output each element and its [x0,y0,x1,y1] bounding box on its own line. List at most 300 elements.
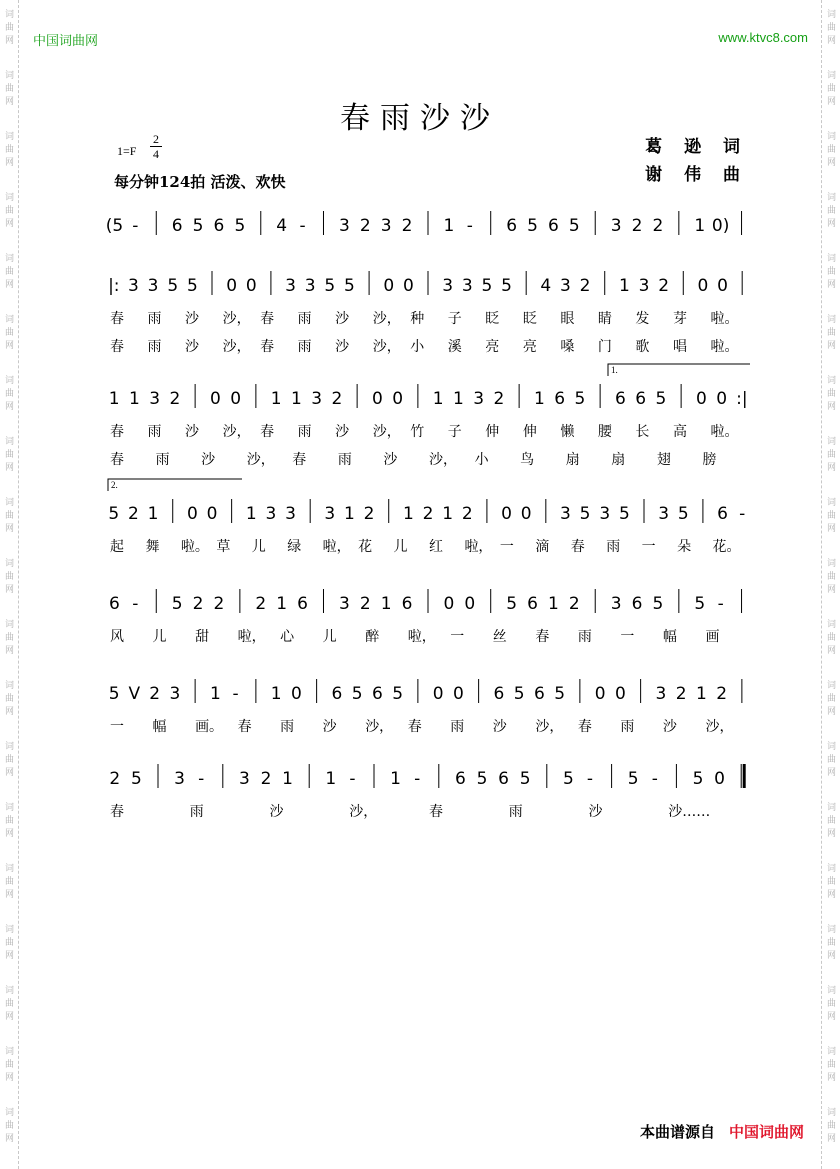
note: 3 [461,276,473,296]
note: 5 [694,594,706,614]
watermark-char: 词 [4,742,14,752]
lyric-syllable: 沙 [335,424,350,440]
note: 2 [192,594,204,614]
lyric-syllable: 雨 [297,424,312,440]
lyric-syllable: 雨 [147,311,162,327]
lyric-syllable: 雨 [508,804,523,820]
lyric-syllable: 眨 [522,311,537,327]
note: 3 [285,504,296,524]
watermark-char: 曲 [4,816,14,826]
lyric-syllable: 画 [705,629,720,645]
watermark-char: 词 [826,742,836,752]
lyric-syllable: 雨 [147,339,162,355]
watermark-char: 词 [4,620,14,630]
watermark-char: 曲 [826,877,836,887]
note: 6 [548,216,559,236]
note: 3 [128,276,139,296]
note: 3 [169,684,181,704]
watermark-char: 词 [4,71,14,81]
lyric-syllable: 沙 [201,452,216,468]
note: 6 [371,684,383,704]
note: 0 [464,594,476,614]
note: - [132,594,139,614]
note: 0 [614,684,626,704]
watermark-char: 曲 [826,816,836,826]
lyric-syllable: 春 [110,339,124,355]
watermark-char: 曲 [4,389,14,399]
watermark-char: 词 [826,559,836,569]
note: 1 [618,276,630,296]
lyric-syllable: 雨 [147,424,162,440]
note: 0 [695,389,707,409]
note: 3 [324,504,336,524]
watermark-char: 曲 [4,145,14,155]
note: V [128,684,141,704]
lyric-syllable: 沙， [365,719,394,735]
lyric-syllable: 啦。 [180,539,209,555]
lyric-syllable: 儿 [393,539,408,555]
lyric-syllable: 亮 [522,339,537,355]
watermark-char: 网 [826,36,836,46]
note: 5 [506,594,518,614]
lyric-syllable: 雨 [155,452,170,468]
note: 5 [186,276,198,296]
note: 1 [380,594,392,614]
watermark-char: 词 [826,498,836,508]
lyric-syllable: 雨 [450,719,465,735]
watermark-char: 网 [826,829,836,839]
note: 3 [285,276,296,296]
note: 1 [282,769,294,789]
lyric-syllable: 春 [110,424,124,440]
lyric-syllable: 沙， [222,339,251,355]
lyric-syllable: 沙， [372,339,401,355]
watermark-char: 曲 [4,694,14,704]
lyric-syllable: 啦。 [710,424,739,440]
watermark-char: 曲 [4,572,14,582]
lyric-syllable: 沙 [588,804,603,820]
note: 6 [454,769,466,789]
lyric-syllable: 雨 [577,629,592,645]
watermark-char: 网 [826,524,836,534]
lyric-syllable: 沙 [662,719,677,735]
lyric-syllable: 风 [110,629,124,645]
note: - [739,504,746,524]
note: 5 [527,216,538,236]
watermark-char: 词 [826,71,836,81]
lyric-syllable: 春 [407,719,422,735]
watermark-char: 曲 [4,633,14,643]
watermark-char: 曲 [826,755,836,765]
lyric-syllable: 亮 [485,339,500,355]
note: 6 [631,594,643,614]
note: 2 [149,684,161,704]
note: 1 [402,504,414,524]
lyric-syllable: 眨 [485,311,500,327]
note: :| [736,389,748,409]
note: 3 [560,276,571,296]
watermark-char: 网 [4,890,14,900]
note: 1 [270,684,282,704]
lyric-syllable: 啦， [322,539,351,555]
lyric-syllable: 儿 [322,629,337,645]
note: 0 [383,276,395,296]
watermark-char: 网 [4,341,14,351]
note: 5 [652,594,664,614]
note: 2 [631,216,643,236]
note: 5 [554,684,566,704]
watermark-char: 网 [4,585,14,595]
watermark-char: 曲 [4,23,14,33]
watermark-char: 曲 [4,267,14,277]
note: 5 [234,216,246,236]
volta-bracket [608,364,750,376]
note: 0 [371,389,383,409]
watermark-char: 词 [826,925,836,935]
note: 1 [548,594,559,614]
lyric-syllable: 啦。 [710,311,739,327]
lyric-syllable: 春 [577,719,592,735]
note: - [414,769,421,789]
watermark-char: 曲 [826,328,836,338]
note: 2 [401,216,413,236]
note: 5 [351,684,363,704]
lyric-syllable: 沙…… [668,804,711,820]
lyric-syllable: 丝 [492,629,507,645]
note: 1 [442,504,454,524]
lyric-syllable: 雨 [337,452,352,468]
note: 5 [579,504,591,524]
watermark-char: 词 [4,376,14,386]
lyric-syllable: 伸 [522,424,537,440]
note: 5 [568,216,580,236]
lyric-syllable: 朵 [677,539,692,555]
watermark-char: 词 [826,864,836,874]
note: 2 [422,504,434,524]
lyric-syllable: 啦， [407,629,436,645]
note: 3 [610,594,622,614]
note: 5 [167,276,179,296]
lyric-syllable: 沙 [383,452,398,468]
lyric-syllable: 雨 [189,804,204,820]
note: 5 [574,389,586,409]
note: 0 [432,684,444,704]
note: 1 [245,504,257,524]
note: 1 [533,389,545,409]
lyric-syllable: 啦。 [710,339,739,355]
note: 6 [171,216,183,236]
lyric-syllable: 伸 [485,424,500,440]
note: 3 [599,504,611,524]
watermark-char: 词 [4,559,14,569]
watermark-char: 词 [826,1047,836,1057]
watermark-char: 网 [4,402,14,412]
note: 6 [493,684,505,704]
watermark-char: 网 [4,36,14,46]
watermark-char: 网 [826,219,836,229]
watermark-char: 词 [4,986,14,996]
lyric-syllable: 发 [635,311,650,327]
watermark-char: 网 [826,585,836,595]
lyric-syllable: 春 [237,719,252,735]
note: 5 [476,769,488,789]
watermark-char: 词 [4,864,14,874]
volta-bracket [108,479,242,491]
watermark-char: 词 [4,132,14,142]
watermark-char: 网 [826,402,836,412]
watermark-char: 曲 [4,877,14,887]
lyric-syllable: 雨 [297,311,312,327]
watermark-char: 网 [4,219,14,229]
lyric-syllable: 沙， [705,719,734,735]
lyric-syllable: 膀 [702,452,717,468]
note: 2 [716,684,728,704]
note: 5 [562,769,574,789]
lyric-syllable: 沙， [222,424,251,440]
note: 6 [213,216,225,236]
lyric-syllable: 花 [358,539,373,555]
note: 0 [230,389,242,409]
lyric-syllable: 春 [570,539,585,555]
note: 6 [297,594,308,614]
lyric-syllable: 沙 [335,311,350,327]
watermark-char: 曲 [826,938,836,948]
note: 2 [213,594,225,614]
note: 5 [192,216,204,236]
note: 2 [359,216,371,236]
note: 3 [304,276,316,296]
watermark-char: 词 [826,10,836,20]
lyric-syllable: 心 [280,629,295,645]
note: 3 [658,504,670,524]
note: 5 [618,504,630,524]
watermark-char: 词 [826,1108,836,1118]
lyric-syllable: 春 [260,424,275,440]
lyric-syllable: 小 [410,339,425,355]
watermark-char: 曲 [826,389,836,399]
watermark-char: 网 [826,1073,836,1083]
note: 5 [692,769,704,789]
lyric-syllable: 雨 [606,539,621,555]
watermark-char: 词 [4,193,14,203]
note: 6 [635,389,647,409]
note: 5 [627,769,639,789]
note: 1 [390,769,402,789]
note: 5 [130,769,142,789]
lyric-syllable: 沙， [372,311,401,327]
lyric-syllable: 翅 [656,452,671,468]
watermark-char: 词 [4,1047,14,1057]
note: 6 [331,684,343,704]
note: 3 [311,389,323,409]
note: 3 [265,504,277,524]
site-url-top-right[interactable]: www.ktvc8.com [718,30,808,45]
lyric-syllable: 歌 [635,339,650,355]
note: 2 [675,684,687,704]
watermark-char: 词 [826,803,836,813]
note: 5 [655,389,667,409]
lyric-syllable: 芽 [672,311,687,327]
site-name-top-left[interactable]: 中国词曲网 [33,34,99,49]
note: 2 [461,504,473,524]
note: 3 [380,216,392,236]
note: 1 [128,389,140,409]
note: 0 [452,684,464,704]
note: 1 [432,389,444,409]
watermark-char: 词 [4,437,14,447]
note: 6 [533,684,545,704]
lyric-syllable: 溪 [447,339,462,355]
lyric-syllable: 啦， [237,629,266,645]
note: 6 [109,594,120,614]
note: 3 [442,276,454,296]
note: 2 [109,769,121,789]
lyric-syllable: 沙 [185,424,200,440]
note: 1 [209,684,221,704]
note: - [299,216,306,236]
note: - [466,216,473,236]
watermark-char: 词 [826,315,836,325]
note: |: [108,276,120,296]
lyric-syllable: 腰 [597,424,612,440]
watermark-char: 词 [826,437,836,447]
lyric-syllable: 沙， [222,311,251,327]
watermark-char: 曲 [826,267,836,277]
watermark-char: 曲 [4,755,14,765]
lyric-syllable: 一 [499,539,514,555]
lyric-syllable: 雨 [620,719,635,735]
lyric-syllable: 草 [216,539,231,555]
volta-number: 1. [611,365,618,375]
note: 6 [614,389,626,409]
watermark-char: 曲 [826,572,836,582]
watermark-char: 曲 [4,999,14,1009]
note: 2 [260,769,272,789]
note: 0 [697,276,709,296]
note: 5 [171,594,183,614]
lyric-syllable: 雨 [297,339,312,355]
note: 2 [493,389,505,409]
note: 1 [443,216,455,236]
note: 2 [359,594,371,614]
note: 5 [108,684,120,704]
watermark-char: 曲 [826,999,836,1009]
lyric-syllable: 绿 [287,539,302,555]
note: 0 [714,769,726,789]
note: 3 [149,389,161,409]
watermark-char: 词 [826,681,836,691]
lyric-syllable: 沙， [349,804,378,820]
watermark-char: 网 [826,463,836,473]
lyric-syllable: 鸟 [520,452,535,468]
watermark-char: 曲 [826,206,836,216]
watermark-char: 网 [826,158,836,168]
watermark-char: 词 [4,803,14,813]
watermark-char: 曲 [826,1121,836,1131]
note: 2 [169,389,181,409]
note: - [349,769,356,789]
lyric-syllable: 一 [641,539,656,555]
watermark-char: 词 [4,925,14,935]
watermark-char: 词 [4,10,14,20]
note: 3 [338,216,350,236]
lyric-syllable: 一 [450,629,465,645]
note: 3 [238,769,250,789]
note: 6 [527,594,538,614]
time-signature-bottom: 4 [153,147,159,161]
key-signature: 1=F [117,144,137,158]
lyric-syllable: 子 [447,311,462,327]
watermark-char: 曲 [4,450,14,460]
note: 1 [344,504,355,524]
watermark-char: 网 [4,463,14,473]
lyric-syllable: 扇 [611,452,626,468]
lyric-syllable: 眼 [560,311,575,327]
note: 0 [209,389,221,409]
watermark-char: 曲 [826,1060,836,1070]
note: 6 [554,389,566,409]
lyric-syllable: 沙 [322,719,337,735]
watermark-char: 网 [4,524,14,534]
watermark-char: 网 [4,829,14,839]
lyric-syllable: 春 [535,629,550,645]
note: 1 [695,684,707,704]
footer-site-link[interactable]: 中国词曲网 [728,1123,804,1141]
lyric-syllable: 幅 [152,719,167,735]
note: - [651,769,658,789]
lyric-syllable: 滴 [535,539,550,555]
lyric-syllable: 嗓 [560,339,575,355]
note: 0 [245,276,257,296]
note: 0 [290,684,302,704]
composer-credit: 谢 伟 曲 [645,165,748,185]
watermark-char: 词 [826,376,836,386]
watermark-char: 网 [4,158,14,168]
watermark-char: 曲 [4,511,14,521]
note: - [232,684,239,704]
lyric-syllable: 春 [260,311,275,327]
watermark-char: 词 [4,681,14,691]
watermark-char: 网 [826,890,836,900]
note: 3 [174,769,186,789]
lyric-syllable: 春 [429,804,443,820]
lyricist-credit: 葛 逊 词 [645,137,748,157]
watermark-char: 曲 [4,938,14,948]
note: 1 [452,389,464,409]
watermark-char: 网 [826,707,836,717]
note: 0 [443,594,455,614]
lyric-syllable: 儿 [251,539,266,555]
note: 2 [363,504,375,524]
note: 5 [344,276,355,296]
lyric-syllable: 甜 [195,629,210,645]
note: 6 [506,216,518,236]
watermark-char: 网 [4,768,14,778]
lyric-syllable: 沙， [535,719,564,735]
watermark-char: 网 [826,1134,836,1144]
watermark-char: 网 [826,280,836,290]
note: 4 [276,216,288,236]
lyric-syllable: 沙， [429,452,457,468]
watermark-char: 网 [4,280,14,290]
note: - [198,769,205,789]
lyric-syllable: 沙 [185,311,200,327]
watermark-char: 曲 [826,23,836,33]
song-title: 春雨沙沙 [340,101,500,136]
note: 5 [108,504,120,524]
watermark-char: 词 [4,254,14,264]
lyric-syllable: 儿 [152,629,167,645]
